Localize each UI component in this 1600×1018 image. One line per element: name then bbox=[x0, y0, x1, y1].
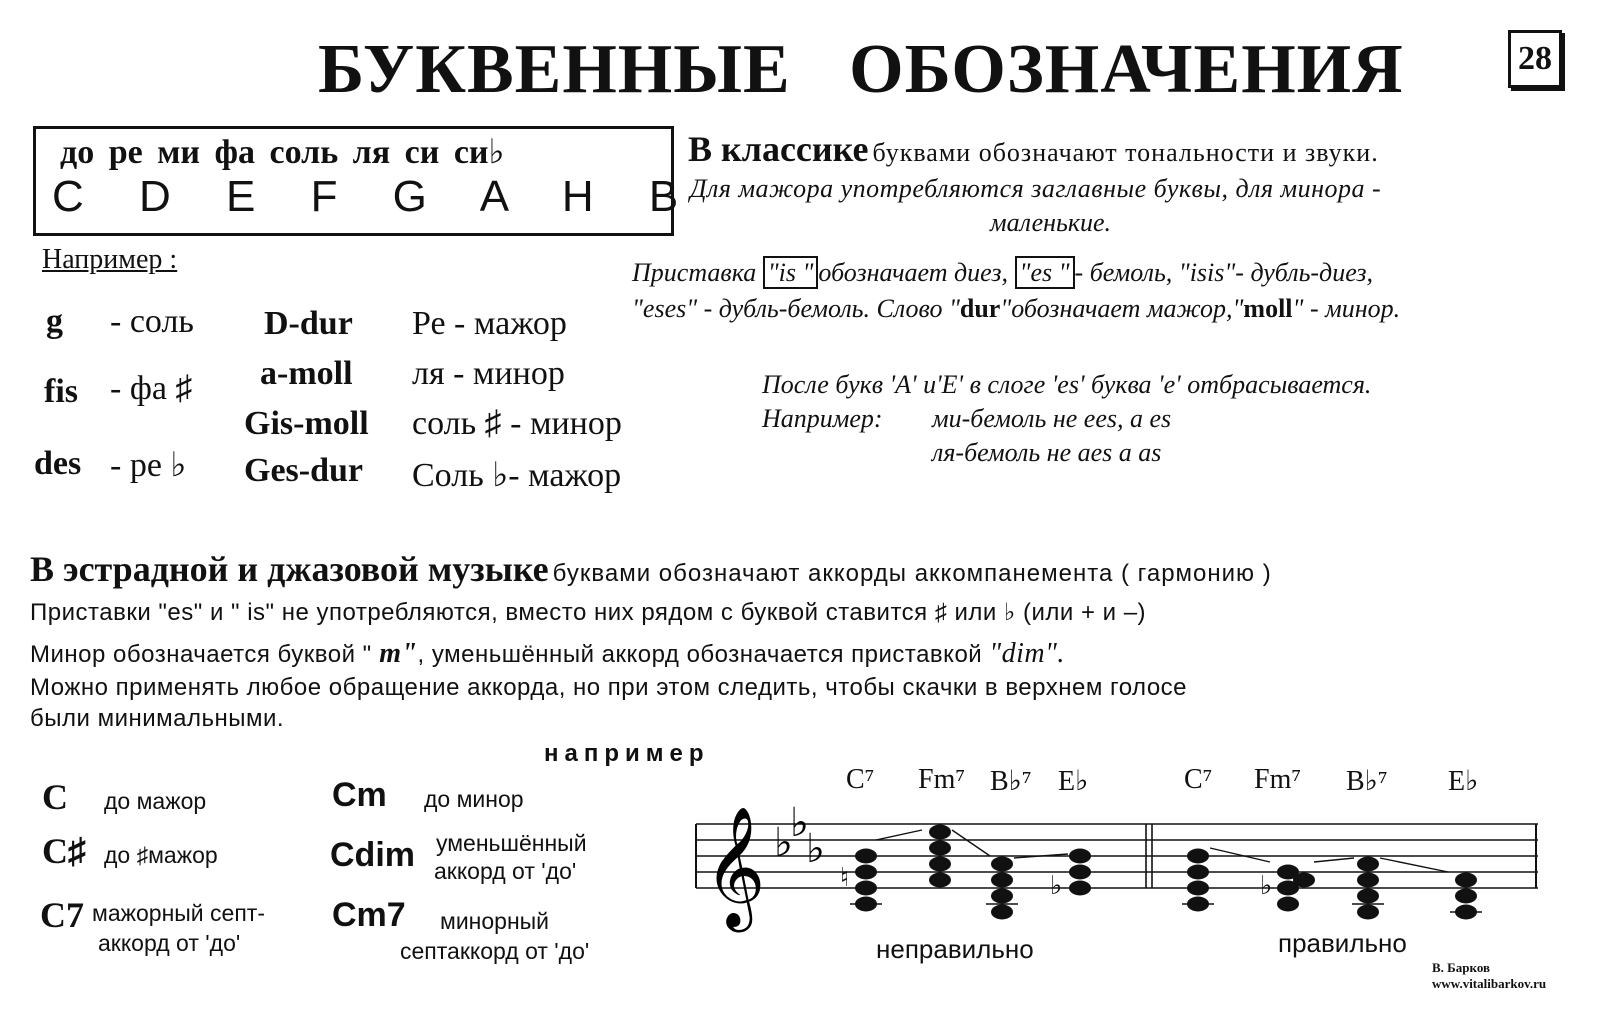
eses-line bbox=[632, 294, 1400, 324]
svg-text:♭: ♭ bbox=[790, 800, 809, 846]
prefix-es-box: "es " bbox=[1015, 256, 1075, 289]
chord-text: уменьшённый bbox=[436, 830, 587, 856]
chord-sym: Cm7 bbox=[332, 896, 406, 934]
eses-a: "eses" - дубль-бемоль. Слово " bbox=[632, 294, 960, 323]
chord-text-2: септаккорд от 'до' bbox=[400, 938, 590, 964]
prefix-c: - бемоль, "isis"- дубль-диез, bbox=[1074, 258, 1374, 287]
chord-label-wrong: E♭ bbox=[1058, 766, 1089, 797]
chord-sym: C♯ bbox=[42, 831, 86, 871]
eses-c: " - минор. bbox=[1292, 294, 1401, 323]
footer-site: www.vitalibarkov.ru bbox=[1432, 976, 1547, 991]
moll-word: moll bbox=[1243, 294, 1293, 323]
prefix-is-box: "is " bbox=[763, 256, 819, 289]
dur-word: dur bbox=[959, 294, 1001, 323]
jazz-l3b: , уменьшённый аккорд обозначается приставкой bbox=[417, 641, 983, 668]
chord-label-right: E♭ bbox=[1448, 766, 1479, 797]
key-text: ля - минор bbox=[412, 355, 565, 392]
prefix-b: обозначает диез, bbox=[818, 258, 1009, 287]
footer-author: В. Барков bbox=[1432, 960, 1491, 975]
example-line2: ля-бемоль не aes а as bbox=[932, 438, 1162, 467]
svg-text:♭: ♭ bbox=[774, 820, 793, 866]
after-letters-rule: После букв 'A' и'E' в слоге 'es' буква 'e' отбрасывается. bbox=[762, 370, 1372, 399]
jazz-line4: Можно применять любое обращение аккорда, но при этом следить, чтобы скачки в верхнем голосе bbox=[30, 674, 1188, 701]
classic-line1 bbox=[688, 128, 1379, 170]
note-sym: des bbox=[34, 445, 82, 482]
jazz-heading-rest: буквами обозначают аккорды аккомпанемента ( гармонию ) bbox=[552, 560, 1272, 587]
jazz-dim: "dim". bbox=[989, 638, 1065, 669]
classic-line1-text: буквами обозначают тональности и звуки. bbox=[872, 138, 1379, 167]
jazz-line2: Приставки "es" и " is" не употребляются, вместо них рядом с буквой ставится ♯ или ♭ (или + и –) bbox=[30, 599, 1147, 626]
key-text: Соль ♭- мажор bbox=[412, 457, 622, 494]
key-text: соль ♯ - минор bbox=[412, 405, 622, 442]
key-signature-flats-icon bbox=[774, 800, 825, 872]
chord-c7-wrong bbox=[840, 849, 882, 912]
note-text: - фа ♯ bbox=[110, 370, 193, 407]
note-text: - ре ♭ bbox=[110, 447, 187, 484]
classic-line3: маленькие. bbox=[990, 208, 1112, 237]
chord-sym: Cm bbox=[332, 776, 387, 814]
classic-heading: В классике bbox=[688, 129, 869, 169]
note-sym: g bbox=[46, 303, 63, 340]
chord-notes-right bbox=[1182, 848, 1482, 920]
prefix-a: Приставка bbox=[632, 258, 757, 287]
note-text: - соль bbox=[110, 303, 194, 340]
chord-sym: C bbox=[42, 777, 68, 817]
prefix-line bbox=[632, 258, 1373, 288]
chords-example-label: например bbox=[544, 740, 710, 767]
svg-text:♭: ♭ bbox=[1260, 871, 1273, 901]
chord-label-wrong: C⁷ bbox=[846, 764, 875, 795]
svg-text:♭: ♭ bbox=[1050, 871, 1063, 901]
svg-text:♭: ♭ bbox=[806, 826, 825, 872]
chord-text: до ♯мажор bbox=[104, 842, 218, 868]
chord-text-2: аккорд от 'до' bbox=[98, 930, 241, 956]
jazz-heading: В эстрадной и джазовой музыке bbox=[30, 549, 549, 589]
chord-text: до мажор bbox=[104, 788, 207, 814]
music-staff bbox=[690, 790, 1550, 940]
chord-text: до минор bbox=[424, 786, 524, 812]
key-sym: a-moll bbox=[260, 355, 353, 392]
chord-text: минорный bbox=[440, 908, 550, 934]
treble-clef-icon: 𝄞 bbox=[704, 805, 766, 927]
chord-eb-right bbox=[1450, 873, 1482, 920]
key-sym: D-dur bbox=[264, 305, 353, 342]
chord-label-wrong: B♭⁷ bbox=[990, 766, 1032, 797]
example-line1: ми-бемоль не ees, а es bbox=[932, 404, 1172, 433]
caption-wrong: неправильно bbox=[876, 934, 1034, 964]
jazz-line5: были минимальными. bbox=[30, 705, 285, 732]
chord-text: мажорный септ- bbox=[92, 900, 265, 926]
example-label: Например: bbox=[762, 404, 883, 433]
chord-label-right: B♭⁷ bbox=[1346, 766, 1388, 797]
key-sym: Gis-moll bbox=[244, 405, 369, 442]
letter-row: C D E F G A H B bbox=[52, 172, 683, 221]
eses-b: "обозначает мажор," bbox=[1000, 294, 1244, 323]
classic-line2: Для мажора употребляются заглавные буквы, для минора - bbox=[690, 174, 1382, 203]
chord-label-right: Fm⁷ bbox=[1254, 764, 1302, 795]
solfege-row: до ре ми фа соль ля си си♭ bbox=[60, 134, 505, 171]
chord-sym: Cdim bbox=[330, 836, 415, 874]
svg-text:♮: ♮ bbox=[840, 863, 850, 893]
caption-right: правильно bbox=[1278, 928, 1407, 958]
chord-text-2: аккорд от 'до' bbox=[434, 858, 577, 884]
key-sym: Ges-dur bbox=[244, 452, 363, 489]
jazz-m: m" bbox=[371, 638, 418, 669]
chord-label-right: C⁷ bbox=[1184, 764, 1213, 795]
chord-sym: C7 bbox=[40, 895, 84, 935]
examples-label: Например : bbox=[42, 244, 178, 275]
page-title: БУКВЕННЫЕ ОБОЗНАЧЕНИЯ bbox=[318, 31, 1404, 108]
note-sym: fis bbox=[44, 373, 78, 410]
jazz-line3 bbox=[30, 638, 1065, 670]
chord-c7-right bbox=[1182, 849, 1214, 912]
jazz-line1 bbox=[30, 548, 1272, 590]
key-text: Ре - мажор bbox=[412, 305, 567, 342]
jazz-l3a: Минор обозначается буквой " bbox=[30, 641, 372, 668]
chord-label-wrong: Fm⁷ bbox=[918, 764, 966, 795]
page-number: 28 bbox=[1508, 30, 1562, 88]
